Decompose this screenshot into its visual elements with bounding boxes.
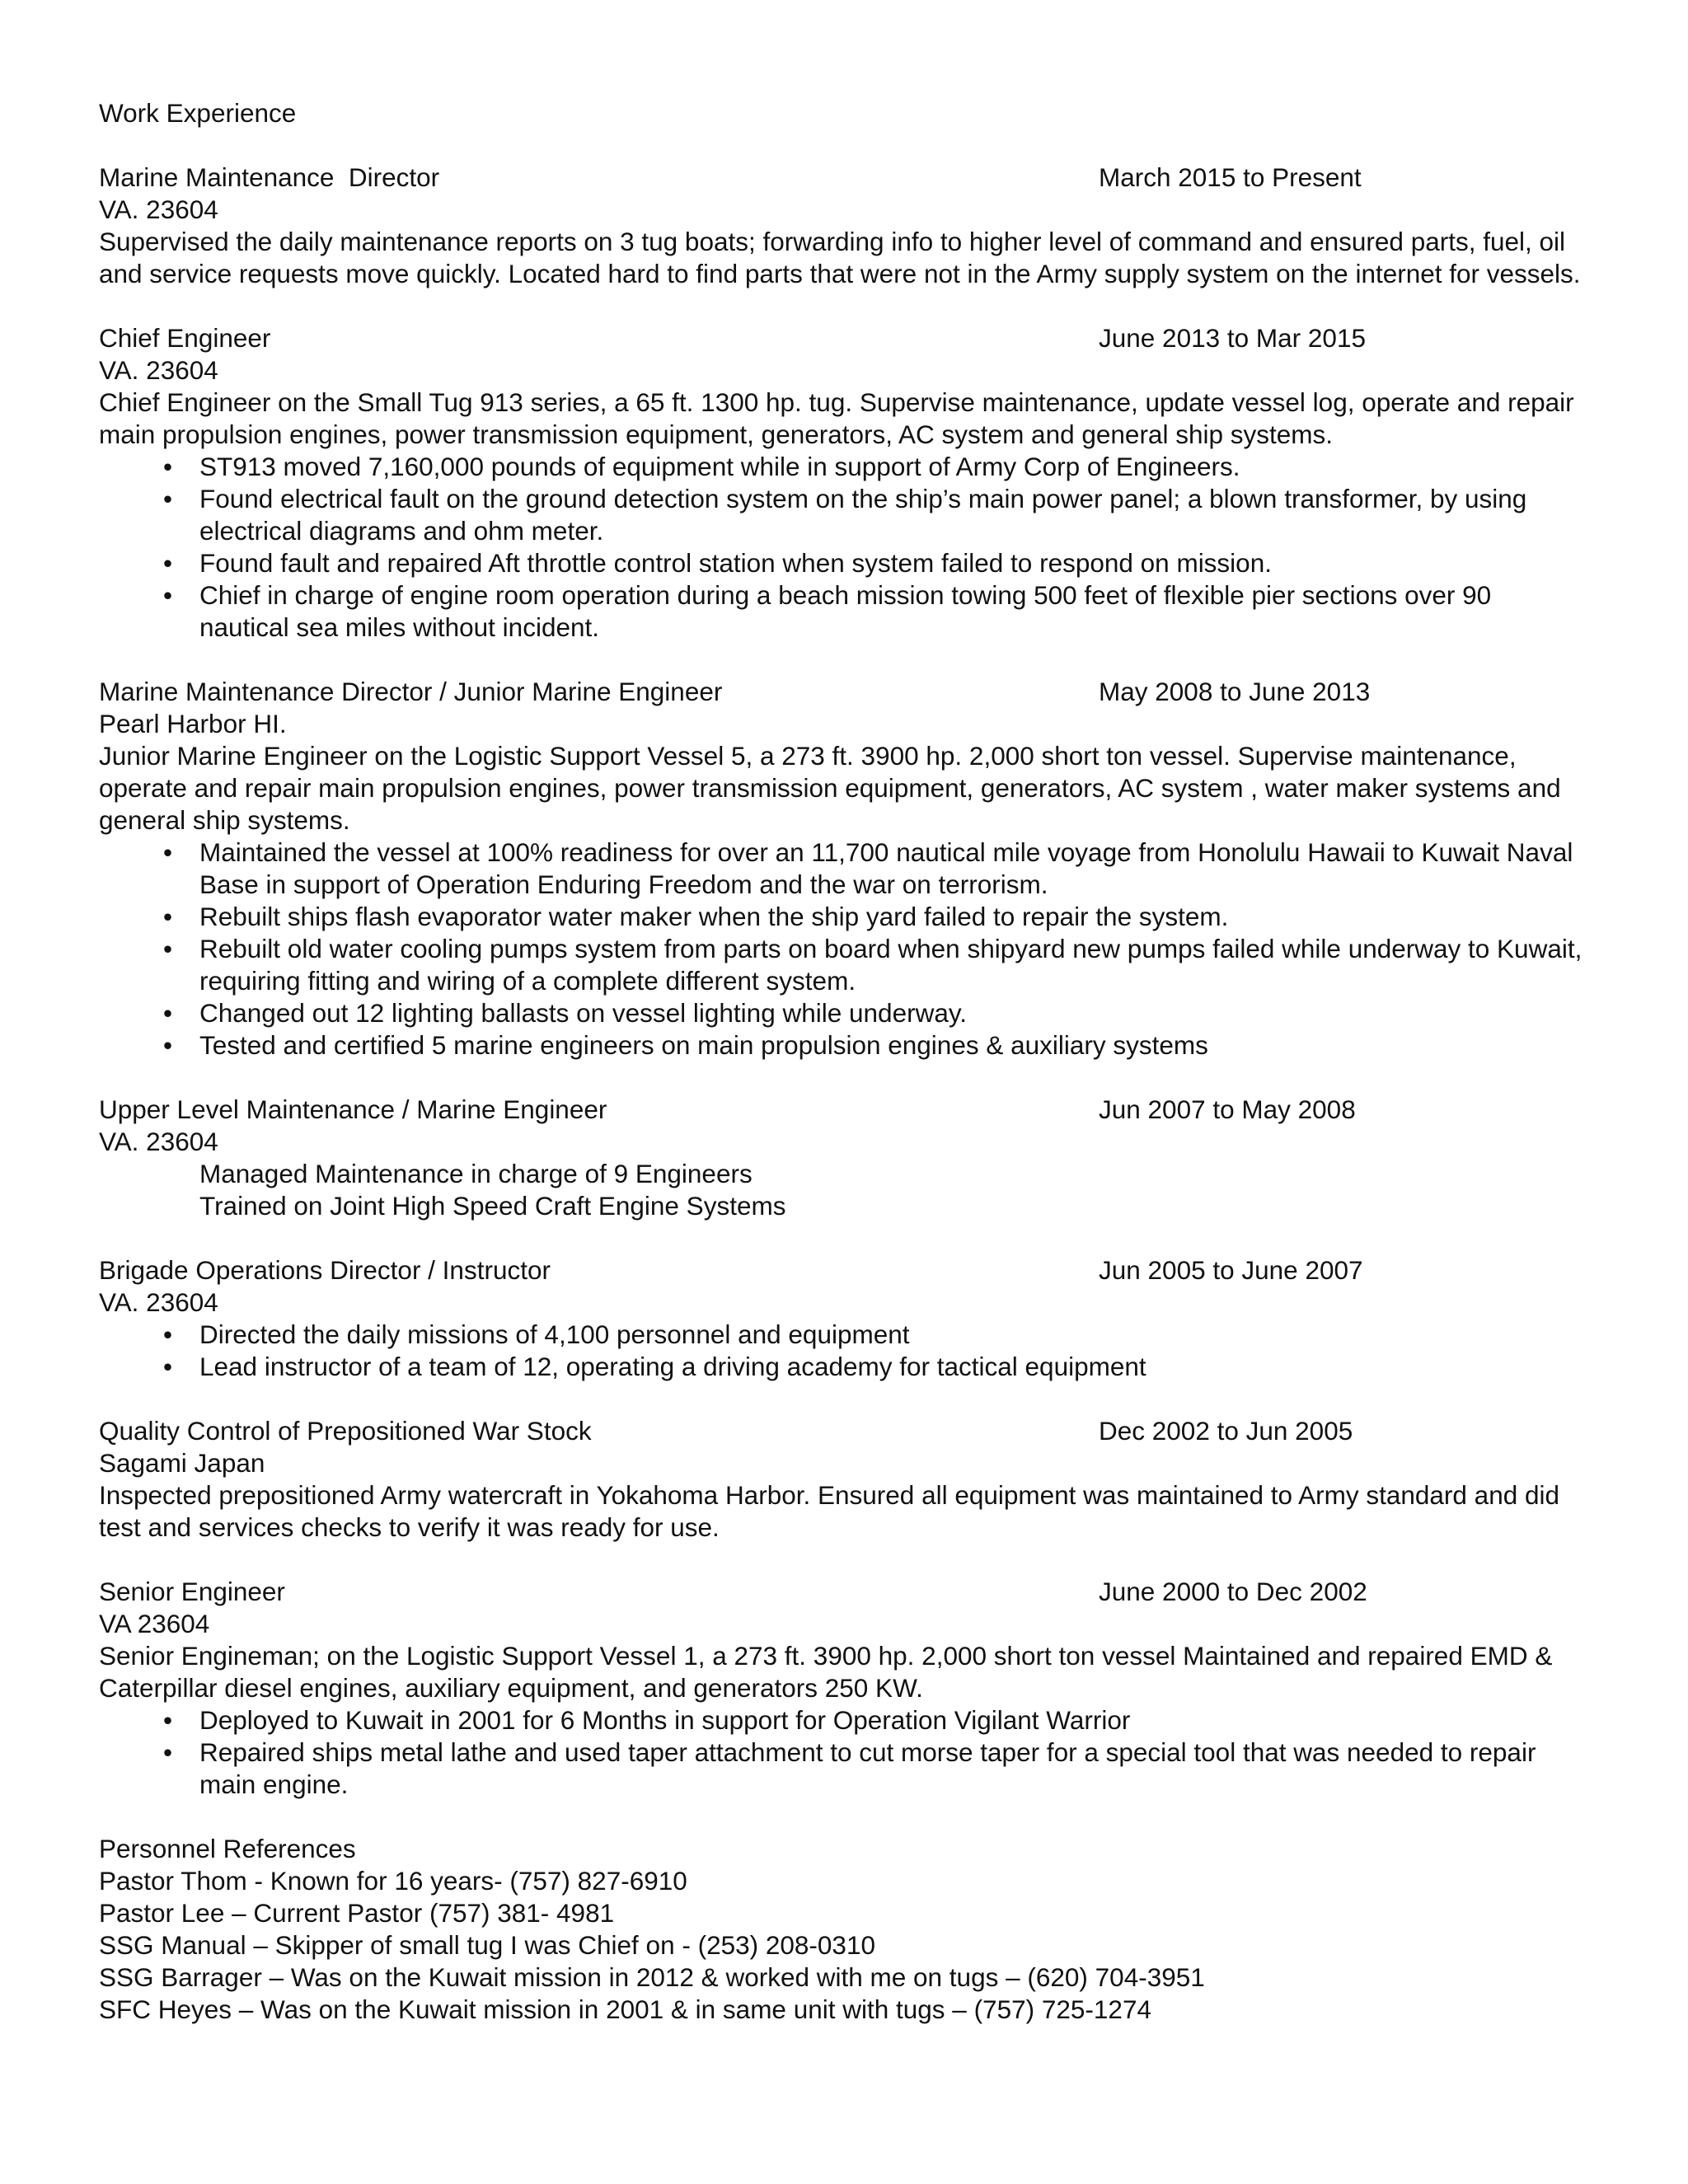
bullet-text: Rebuilt old water cooling pumps system from parts on board when shipyard new pumps failed while underway to Kuwait, requiring fitting and wiring of a complete different system. [199, 934, 1582, 996]
bullet-text: Lead instructor of a team of 12, operating a driving academy for tactical equipment [199, 1352, 1146, 1381]
job-title: Senior Engineer [99, 1577, 285, 1606]
job-header [99, 1094, 1582, 1126]
job-bullet-item [99, 1704, 1582, 1736]
job-entry [99, 322, 1582, 644]
job-header [99, 1254, 1582, 1286]
bullet-text: Deployed to Kuwait in 2001 for 6 Months in support for Operation Vigilant Warrior [199, 1705, 1131, 1735]
job-location: VA. 23604 [99, 355, 218, 385]
job-description: Supervised the daily maintenance reports on 3 tug boats; forwarding info to higher level of command and ensured parts, fuel, oil and service requests move quickly. Located hard to find parts that were not in the Army supply system on the internet for vessels. [99, 227, 1581, 288]
bullet-icon: • [163, 1319, 173, 1349]
bullet-icon: • [163, 548, 173, 578]
job-header [99, 676, 1582, 708]
job-title: Quality Control of Prepositioned War Stock [99, 1416, 592, 1446]
job-bullet-list [99, 451, 1582, 644]
job-location: VA 23604 [99, 1609, 210, 1638]
work-experience-list [99, 162, 1582, 1801]
bullet-text: Chief in charge of engine room operation during a beach mission towing 500 feet of flexible pier sections over 90 nautical sea miles without incident. [199, 580, 1492, 642]
job-bullet-item [99, 1319, 1582, 1351]
job-bullet-list [99, 837, 1582, 1062]
job-description: Junior Marine Engineer on the Logistic Support Vessel 5, a 273 ft. 3900 hp. 2,000 short ton vessel. Supervise maintenance, operate and repair main propulsion engines, power transmission equipment, generators, AC system , water maker systems and general ship systems. [99, 741, 1561, 835]
bullet-icon: • [163, 1030, 173, 1060]
bullet-icon: • [163, 580, 173, 610]
bullet-icon: • [163, 452, 173, 481]
job-bullet-item [99, 901, 1582, 933]
bullet-icon: • [163, 1705, 173, 1735]
bullet-text: Found fault and repaired Aft throttle control station when system failed to respond on mission. [199, 548, 1272, 578]
bullet-icon: • [163, 837, 173, 867]
job-dates: March 2015 to Present [1099, 162, 1362, 192]
job-bullet-item [99, 451, 1582, 483]
job-header [99, 1415, 1582, 1447]
job-bullet-item [99, 1736, 1582, 1801]
job-bullet-item [99, 579, 1582, 644]
bullet-text: Changed out 12 lighting ballasts on vessel lighting while underway. [199, 998, 968, 1028]
job-description: Inspected prepositioned Army watercraft in Yokahoma Harbor. Ensured all equipment was maintained to Army standard and did test and services checks to verify it was ready for use. [99, 1480, 1560, 1542]
references-section [99, 1833, 1582, 2026]
job-bullet-item [99, 483, 1582, 547]
job-location: VA. 23604 [99, 1127, 218, 1156]
job-location: VA. 23604 [99, 1287, 218, 1317]
job-title: Marine Maintenance Director / Junior Marine Engineer [99, 677, 723, 706]
job-entry [99, 1254, 1582, 1383]
job-bullet-item [99, 837, 1582, 901]
job-title: Brigade Operations Director / Instructor [99, 1255, 551, 1285]
job-title: Chief Engineer [99, 323, 271, 353]
job-dates: June 2013 to Mar 2015 [1099, 323, 1366, 353]
job-entry [99, 1415, 1582, 1544]
job-header [99, 322, 1582, 354]
bullet-icon: • [163, 998, 173, 1028]
job-title: Upper Level Maintenance / Marine Engineer [99, 1094, 607, 1124]
job-dates: Jun 2005 to June 2007 [1099, 1255, 1363, 1285]
job-description: Chief Engineer on the Small Tug 913 series, a 65 ft. 1300 hp. tug. Supervise maintenance, update vessel log, operate and repair main propulsion engines, power transmission equipment, generators, AC system and general ship systems. [99, 387, 1574, 449]
job-detail-line: Trained on Joint High Speed Craft Engine Systems [199, 1191, 786, 1221]
job-bullet-item [99, 933, 1582, 997]
job-entry [99, 1576, 1582, 1801]
job-header [99, 1576, 1582, 1608]
job-entry [99, 1094, 1582, 1222]
job-location: Sagami Japan [99, 1448, 265, 1478]
reference-item: Pastor Thom - Known for 16 years- (757) 827-6910 [99, 1866, 687, 1896]
job-description: Senior Engineman; on the Logistic Support Vessel 1, a 273 ft. 3900 hp. 2,000 short ton vessel Maintained and repaired EMD & Caterpillar diesel engines, auxiliary equipment, and generators 250 KW. [99, 1641, 1553, 1703]
bullet-text: Tested and certified 5 marine engineers on main propulsion engines & auxiliary systems [199, 1030, 1208, 1060]
bullet-text: Rebuilt ships flash evaporator water maker when the ship yard failed to repair the system. [199, 902, 1229, 931]
bullet-icon: • [163, 1737, 173, 1767]
job-entry [99, 676, 1582, 1062]
job-bullet-item [99, 997, 1582, 1029]
section-title: Work Experience [99, 98, 297, 128]
bullet-icon: • [163, 934, 173, 963]
job-entry [99, 162, 1582, 290]
job-bullet-item [99, 547, 1582, 579]
job-bullet-list [99, 1319, 1582, 1383]
reference-item: SSG Manual – Skipper of small tug I was Chief on - (253) 208-0310 [99, 1930, 875, 1960]
job-title: Marine Maintenance Director [99, 162, 440, 192]
references-list [99, 1865, 1582, 2026]
bullet-icon: • [163, 902, 173, 931]
job-bullet-item [99, 1029, 1582, 1062]
job-dates: Jun 2007 to May 2008 [1099, 1094, 1356, 1124]
bullet-text: Directed the daily missions of 4,100 personnel and equipment [199, 1319, 910, 1349]
job-dates: Dec 2002 to Jun 2005 [1099, 1416, 1353, 1446]
job-detail-line: Managed Maintenance in charge of 9 Engineers [199, 1159, 753, 1188]
reference-item: SFC Heyes – Was on the Kuwait mission in 2001 & in same unit with tugs – (757) 725-1274 [99, 1994, 1151, 2024]
job-location: VA. 23604 [99, 194, 218, 224]
reference-item: Pastor Lee – Current Pastor (757) 381- 4981 [99, 1898, 615, 1928]
references-title: Personnel References [99, 1834, 356, 1863]
job-dates: June 2000 to Dec 2002 [1099, 1577, 1367, 1606]
bullet-text: Found electrical fault on the ground detection system on the ship’s main power panel; a blown transformer, by using electrical diagrams and ohm meter. [199, 484, 1527, 546]
bullet-text: Repaired ships metal lathe and used taper attachment to cut morse taper for a special tool that was needed to repair main engine. [199, 1737, 1536, 1799]
bullet-text: ST913 moved 7,160,000 pounds of equipment while in support of Army Corp of Engineers. [199, 452, 1240, 481]
job-header [99, 162, 1582, 194]
reference-item: SSG Barrager – Was on the Kuwait mission in 2012 & worked with me on tugs – (620) 704-3951 [99, 1962, 1205, 1992]
job-bullet-list [99, 1704, 1582, 1801]
job-bullet-item [99, 1351, 1582, 1383]
job-dates: May 2008 to June 2013 [1099, 677, 1371, 706]
bullet-icon: • [163, 1352, 173, 1381]
bullet-icon: • [163, 484, 173, 513]
resume-page [99, 97, 1582, 2026]
bullet-text: Maintained the vessel at 100% readiness for over an 11,700 nautical mile voyage from Honolulu Hawaii to Kuwait Naval Base in support of Operation Enduring Freedom and the war on terrorism. [199, 837, 1573, 899]
job-location: Pearl Harbor HI. [99, 709, 287, 738]
